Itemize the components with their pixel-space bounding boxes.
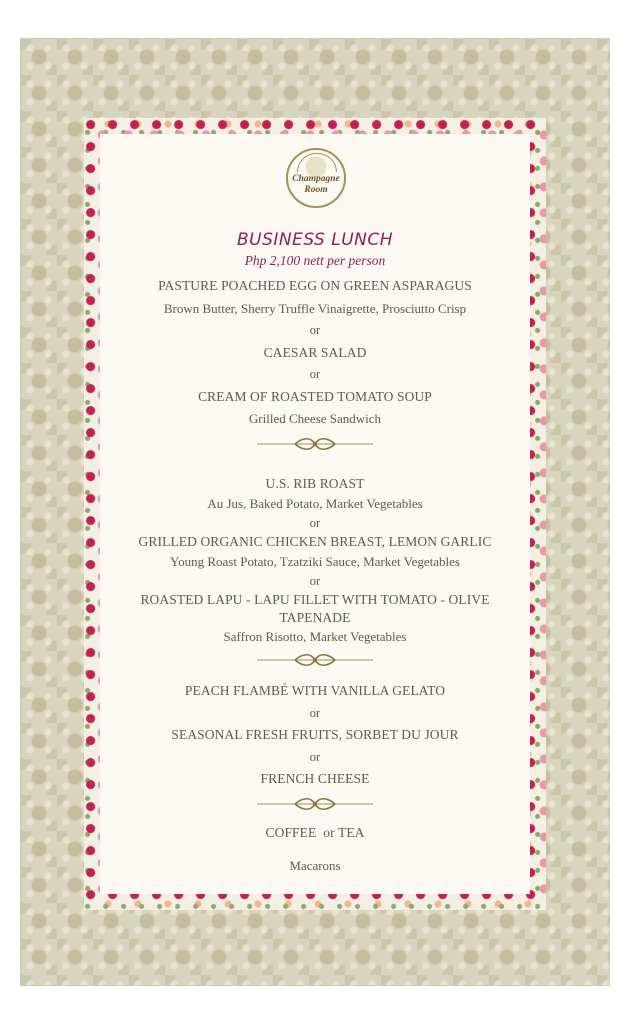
menu-title: BUSINESS LUNCH: [236, 230, 394, 250]
divider-ornament-1: [255, 437, 375, 451]
course2-or-1: or: [309, 516, 321, 530]
course3-or-2: or: [309, 750, 321, 764]
course2-item-3-line-2: TAPENADE: [279, 610, 351, 625]
course3-or-1: or: [309, 706, 321, 720]
logo-line-2: Room: [304, 185, 328, 195]
course1-item-3: CREAM OF ROASTED TOMATO SOUP: [198, 389, 432, 404]
closing-drink: COFFEE or TEA: [265, 825, 365, 840]
divider-ornament-2: [255, 653, 375, 667]
logo-arch-ornament: [297, 153, 337, 172]
course1-desc-3: Grilled Cheese Sandwich: [248, 411, 382, 426]
course2-desc-1: Au Jus, Baked Potato, Market Vegetables: [207, 496, 423, 511]
champagne-room-logo: [286, 148, 346, 208]
course1-or-2: or: [309, 367, 321, 381]
closing-sweet: Macarons: [289, 858, 341, 873]
course2-item-3-line-1: ROASTED LAPU - LAPU FILLET WITH TOMATO - OLIVE: [140, 592, 490, 607]
course3-item-1: PEACH FLAMBÉ WITH VANILLA GELATO: [184, 683, 446, 698]
course3-item-2: SEASONAL FRESH FRUITS, SORBET DU JOUR: [171, 727, 459, 742]
menu-price: Php 2,100 nett per person: [244, 253, 386, 268]
course1-or-1: or: [309, 323, 321, 337]
logo-line-1: Champagne: [292, 174, 340, 184]
course2-item-2: GRILLED ORGANIC CHICKEN BREAST, LEMON GARLIC: [138, 534, 492, 549]
course2-desc-3: Saffron Risotto, Market Vegetables: [223, 629, 407, 644]
menu-card: [100, 134, 530, 894]
course1-item-2: CAESAR SALAD: [263, 345, 367, 360]
course1-desc-1: Brown Butter, Sherry Truffle Vinaigrette, Prosciutto Crisp: [163, 301, 467, 316]
course2-item-1: U.S. RIB ROAST: [265, 476, 365, 491]
course2-desc-2: Young Roast Potato, Tzatziki Sauce, Market Vegetables: [170, 554, 460, 569]
course1-item-1: PASTURE POACHED EGG ON GREEN ASPARAGUS: [158, 278, 472, 293]
divider-ornament-3: [255, 797, 375, 811]
course2-or-2: or: [309, 574, 321, 588]
course3-item-3: FRENCH CHEESE: [260, 771, 370, 786]
